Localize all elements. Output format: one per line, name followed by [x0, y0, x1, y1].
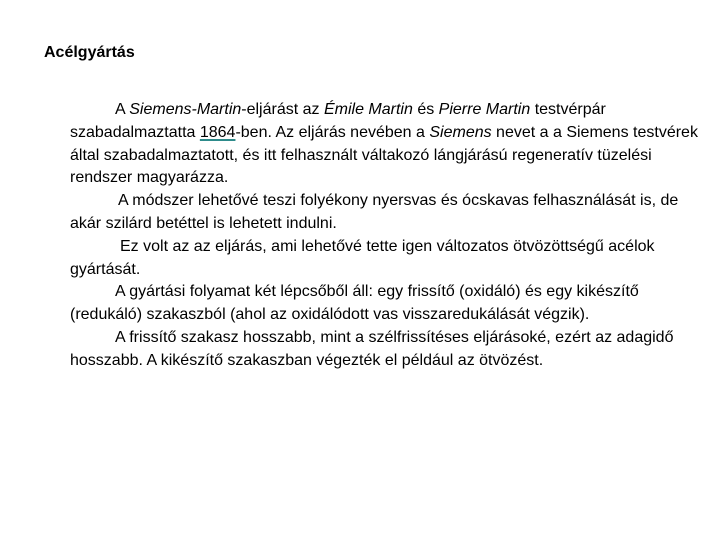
paragraph-alloys: Ez volt az az eljárás, ami lehetővé tette igen változatos ötvözöttségű acélok gyártását. — [70, 237, 655, 278]
text-segment: testvérpár szabadalmaztatta — [70, 101, 606, 141]
paragraph-process-stages: A gyártási folyamat két lépcsőből áll: egy frissítő (oxidáló) és egy kikészítő (redukáló) szakaszból (ahol az oxidálódott vas visszaredukálását végzik). — [70, 283, 639, 324]
text-segment: -eljárást az — [241, 101, 324, 118]
year-link-1864[interactable]: 1864 — [199, 123, 236, 141]
document-body — [70, 99, 710, 373]
italic-term-emile-martin: Émile Martin — [323, 101, 413, 118]
italic-term-siemens: Siemens — [429, 123, 492, 141]
text-segment: és — [412, 101, 439, 118]
italic-term-siemens-martin: Siemens-Martin — [129, 101, 242, 118]
text-segment: A — [115, 101, 130, 118]
paragraph-refining: A frissítő szakasz hosszabb, mint a szélfrissítéses eljárásoké, ezért az adagidő hosszabb. A kikészítő szakaszban végezték el például az ötvözést. — [70, 328, 674, 369]
paragraph-method: A módszer lehetővé teszi folyékony nyersvas és ócskavas felhasználását is, de akár szilárd betéttel is lehetett indulni. — [70, 192, 679, 232]
document-title: Acélgyártás — [44, 44, 135, 61]
text-segment: nevet a a Siemens testvérek által szabadalmaztatott, és itt felhasznált váltakozó lángjárású regeneratív tüzelési rendszer magyarázza. — [70, 123, 698, 187]
text-segment: -ben. Az eljárás nevében a — [235, 123, 430, 141]
paragraph-siemens-martin — [70, 99, 710, 190]
italic-term-pierre-martin: Pierre Martin — [438, 101, 531, 118]
